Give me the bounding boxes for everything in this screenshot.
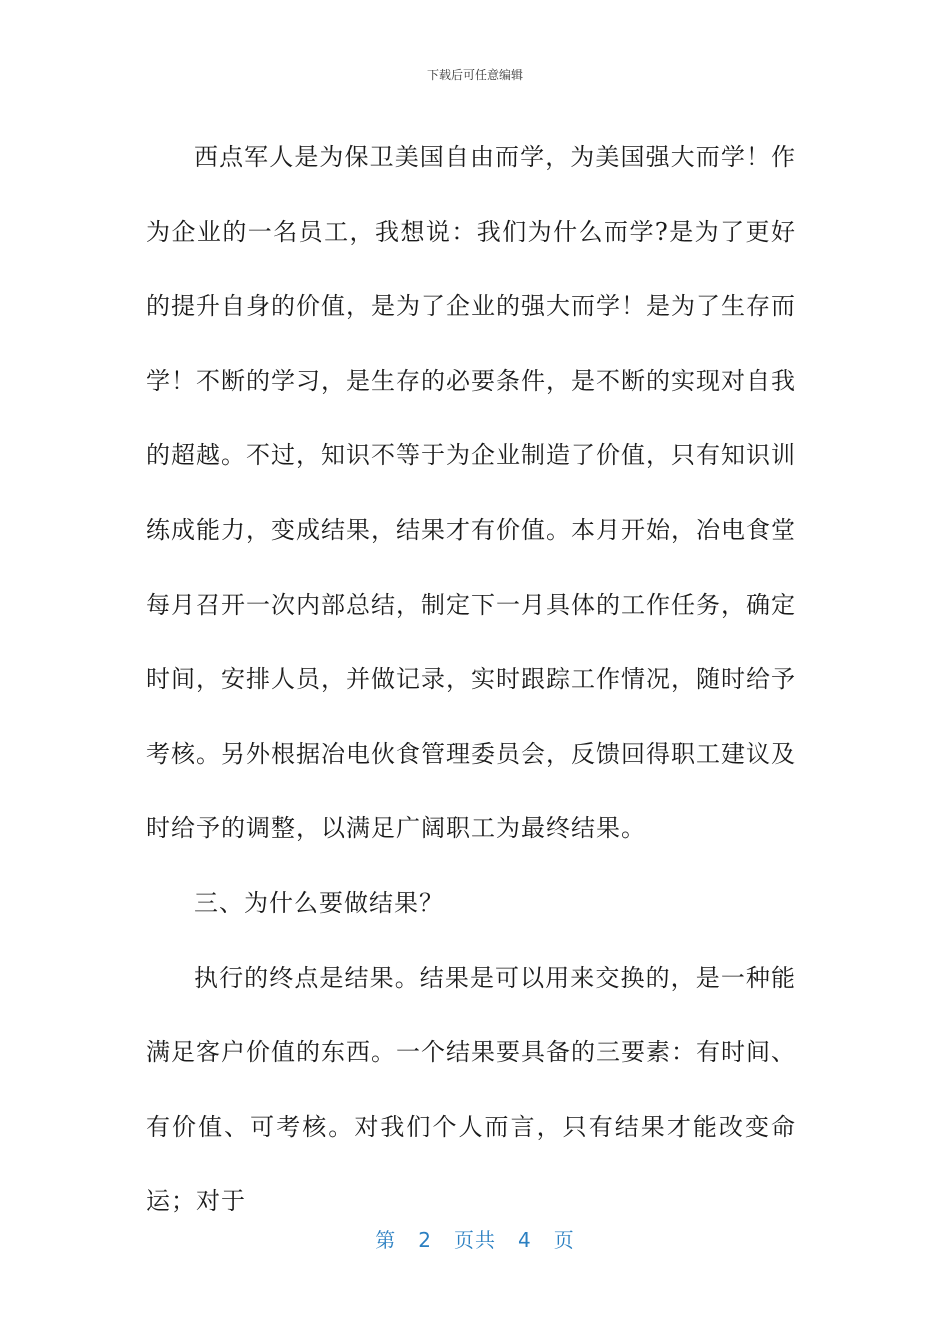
section-heading: 三、为什么要做结果？ (194, 888, 444, 917)
footer-total-pages: 4 (518, 1228, 532, 1252)
paragraph-learning: 西点军人是为保卫美国自由而学，为美国强大而学！作为企业的一名员工，我想说：我们为什么而学?是为了更好的提升自身的价值，是为了企业的强大而学！是为了生存而学！不断的学习，是生存的必要条件，是不断的实现对自我的超越。不过，知识不等于为企业制造了价值，只有知识训练成能力，变成结果，结果才有价值。本月开始，冶电食堂每月召开一次内部总结，制定下一月具体的工作任务，确定时间，安排人员，并做记录，实时跟踪工作情况，随时给予考核。另外根据冶电伙食管理委员会，反馈回得职工建议及时给予的调整，以满足广阔职工为最终结果。 (146, 143, 796, 843)
document-body (146, 120, 796, 1239)
footer-middle: 页共 (454, 1228, 496, 1252)
footer-suffix: 页 (553, 1228, 575, 1252)
paragraph-results: 执行的终点是结果。结果是可以用来交换的，是一种能满足客户价值的东西。一个结果要具备的三要素：有时间、有价值、可考核。对我们个人而言，只有结果才能改变命运；对于 (146, 963, 796, 1216)
page-footer (0, 1224, 950, 1253)
footer-page-number: 2 (418, 1228, 432, 1252)
page-header: 下载后可任意编辑 (426, 68, 523, 82)
footer-prefix: 第 (375, 1228, 397, 1252)
